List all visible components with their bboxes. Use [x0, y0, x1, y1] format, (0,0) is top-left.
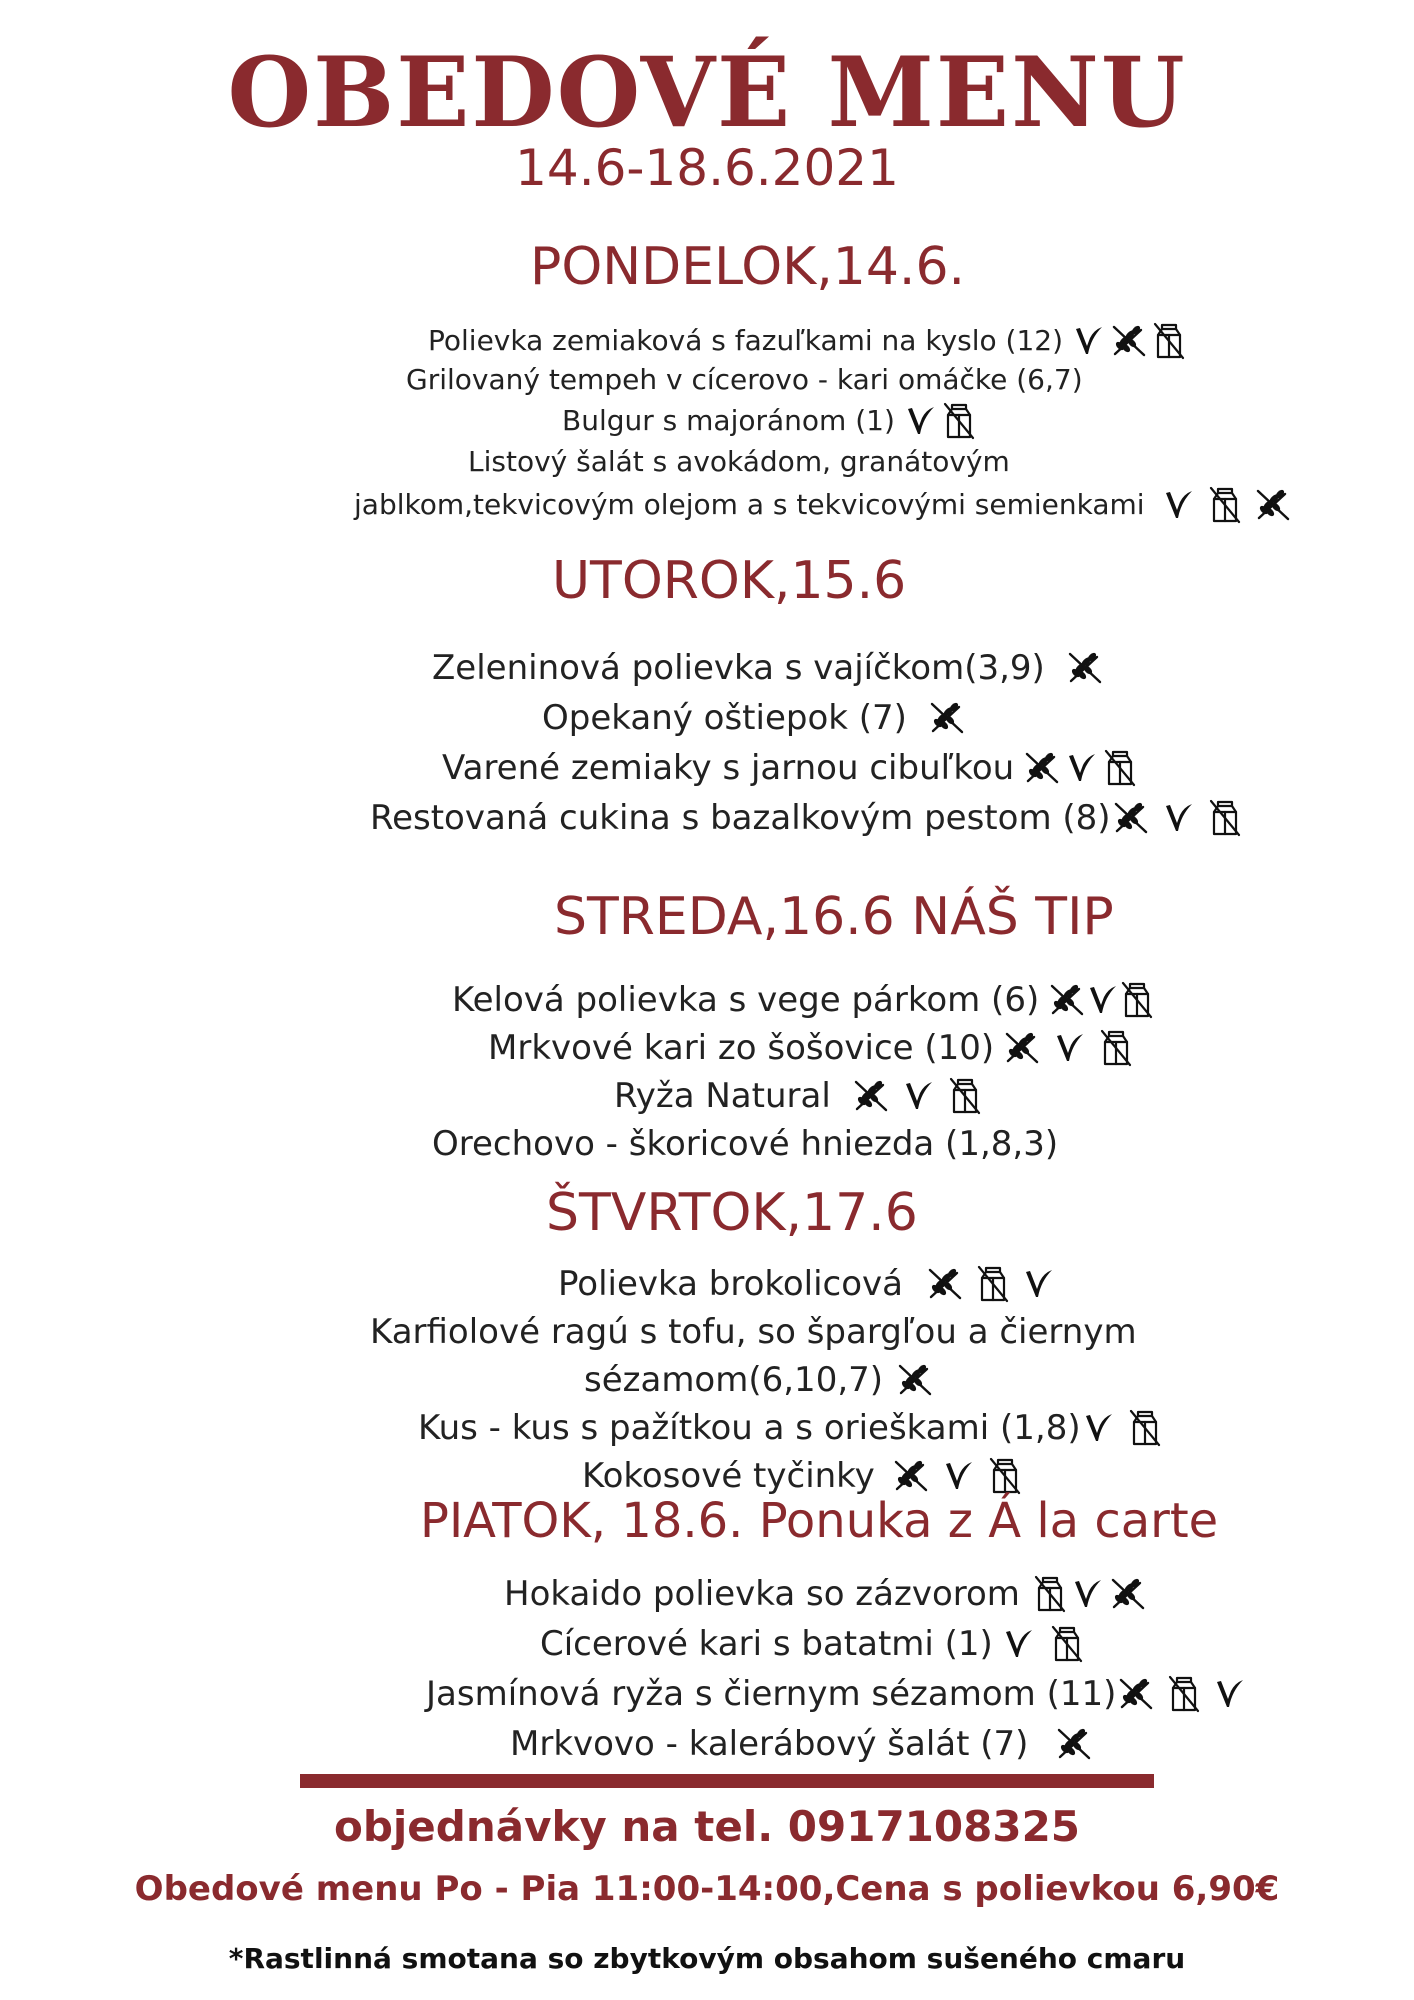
lactose-free-icon — [1129, 1409, 1161, 1447]
menu-item — [432, 646, 1103, 690]
menu-item — [418, 1406, 1161, 1450]
vegan-icon — [1072, 1577, 1104, 1611]
menu-item — [354, 486, 1291, 524]
day-heading-wednesday: STREDA,16.6 NÁŠ TIP — [554, 887, 1114, 947]
menu-item — [584, 1358, 933, 1402]
vegan-icon — [1066, 751, 1098, 785]
menu-item — [426, 1672, 1246, 1716]
menu-item — [614, 1074, 981, 1118]
lactose-free-icon — [1209, 799, 1241, 837]
vegan-icon — [943, 1459, 975, 1493]
gluten-free-icon — [1056, 1727, 1092, 1761]
gluten-free-icon — [1049, 983, 1085, 1017]
vegan-icon — [1083, 1411, 1115, 1445]
menu-item — [370, 796, 1241, 840]
menu-item — [406, 362, 1083, 398]
gluten-free-icon — [1024, 751, 1060, 785]
gluten-free-icon — [893, 1459, 929, 1493]
vegan-icon — [1023, 1267, 1055, 1301]
lactose-free-icon — [1153, 322, 1185, 360]
menu-item-text: Listový šalát s avokádom, granátovým — [468, 445, 1010, 478]
vegan-icon — [1003, 1627, 1035, 1661]
vegan-icon — [1214, 1677, 1246, 1711]
menu-item — [542, 696, 965, 740]
gluten-free-icon — [1111, 324, 1147, 358]
menu-item-text: Hokaido polievka so zázvorom — [504, 1574, 1020, 1614]
menu-item-text: Mrkvové kari zo šošovice (10) — [488, 1028, 995, 1068]
gluten-free-icon — [1118, 1677, 1154, 1711]
lactose-free-icon — [943, 402, 975, 440]
vegan-icon — [1073, 324, 1105, 358]
menu-item-text: Restovaná cukina s bazalkovým pestom (8) — [370, 798, 1111, 838]
vegan-icon — [903, 1079, 935, 1113]
menu-item — [488, 1026, 1132, 1070]
gluten-free-icon — [1255, 488, 1291, 522]
menu-item-text: jablkom,tekvicovým olejom a s tekvicovými semienkami — [354, 488, 1145, 521]
menu-item — [432, 1122, 1058, 1166]
opening-hours-price: Obedové menu Po - Pia 11:00-14:00,Cena s polievkou 6,90€ — [134, 1869, 1280, 1909]
lactose-free-icon — [1121, 981, 1153, 1019]
menu-item-text: Kelová polievka s vege párkom (6) — [452, 980, 1040, 1020]
menu-item-text: Cícerové kari s batatmi (1) — [540, 1624, 993, 1664]
day-heading-thursday: ŠTVRTOK,17.6 — [546, 1183, 918, 1243]
menu-item-text: Polievka brokolicová — [558, 1264, 903, 1304]
lactose-free-icon — [1209, 486, 1241, 524]
gluten-free-icon — [1067, 651, 1103, 685]
gluten-free-icon — [853, 1079, 889, 1113]
lactose-free-icon — [1100, 1029, 1132, 1067]
menu-item-text: Ryža Natural — [614, 1076, 831, 1116]
menu-item-text: Grilovaný tempeh v cícerovo - kari omáčke (6,7) — [406, 363, 1083, 396]
menu-item — [442, 746, 1136, 790]
lactose-free-icon — [1034, 1575, 1066, 1613]
menu-item — [452, 978, 1153, 1022]
menu-item-text: Karfiolové ragú s tofu, so špargľou a čiernym — [370, 1312, 1137, 1352]
menu-item-text: Mrkvovo - kalerábový šalát (7) — [510, 1724, 1029, 1764]
menu-item — [468, 444, 1010, 480]
lactose-free-icon — [977, 1265, 1009, 1303]
lactose-free-icon — [1168, 1675, 1200, 1713]
vegan-icon — [1054, 1031, 1086, 1065]
menu-item-text: Bulgur s majoránom (1) — [562, 404, 895, 437]
menu-item-text: Polievka zemiaková s fazuľkami na kyslo (12) — [428, 324, 1064, 357]
day-heading-monday: PONDELOK,14.6. — [530, 237, 966, 297]
gluten-free-icon — [1110, 1577, 1146, 1611]
lactose-free-icon — [1051, 1625, 1083, 1663]
vegan-icon — [905, 404, 937, 438]
menu-item — [504, 1572, 1146, 1616]
menu-item-text: Opekaný oštiepok (7) — [542, 698, 907, 738]
menu-item — [510, 1722, 1092, 1766]
lactose-free-icon — [1104, 749, 1136, 787]
menu-item-text: Kus - kus s pažítkou a s orieškami (1,8) — [418, 1408, 1081, 1448]
menu-item — [540, 1622, 1083, 1666]
menu-item-text: Zeleninová polievka s vajíčkom(3,9) — [432, 648, 1045, 688]
divider — [300, 1774, 1154, 1788]
vegan-icon — [1163, 488, 1195, 522]
contact-phone: objednávky na tel. 0917108325 — [333, 1802, 1081, 1851]
gluten-free-icon — [897, 1363, 933, 1397]
menu-item-text: Orechovo - škoricové hniezda (1,8,3) — [432, 1124, 1059, 1164]
menu-item-text: Varené zemiaky s jarnou cibuľkou — [442, 748, 1015, 788]
gluten-free-icon — [1004, 1031, 1040, 1065]
day-heading-friday: PIATOK, 18.6. Ponuka z Á la carte — [420, 1493, 1219, 1549]
menu-item-text: Jasmínová ryža s čiernym sézamom (11) — [426, 1674, 1117, 1714]
menu-item — [370, 1310, 1137, 1354]
gluten-free-icon — [1113, 801, 1149, 835]
gluten-free-icon — [929, 701, 965, 735]
menu-title: OBEDOVÉ MENU — [227, 36, 1187, 149]
date-range: 14.6-18.6.2021 — [515, 139, 899, 197]
menu-item — [428, 322, 1185, 360]
menu-item — [558, 1262, 1055, 1306]
menu-item — [562, 402, 975, 440]
menu-item-text: sézamom(6,10,7) — [584, 1360, 884, 1400]
vegan-icon — [1163, 801, 1195, 835]
vegan-icon — [1087, 983, 1119, 1017]
day-heading-tuesday: UTOROK,15.6 — [552, 551, 907, 611]
footnote: *Rastlinná smotana so zbytkovým obsahom sušeného cmaru — [228, 1942, 1186, 1975]
menu-item-text: Kokosové tyčinky — [582, 1456, 875, 1496]
lactose-free-icon — [949, 1077, 981, 1115]
gluten-free-icon — [927, 1267, 963, 1301]
